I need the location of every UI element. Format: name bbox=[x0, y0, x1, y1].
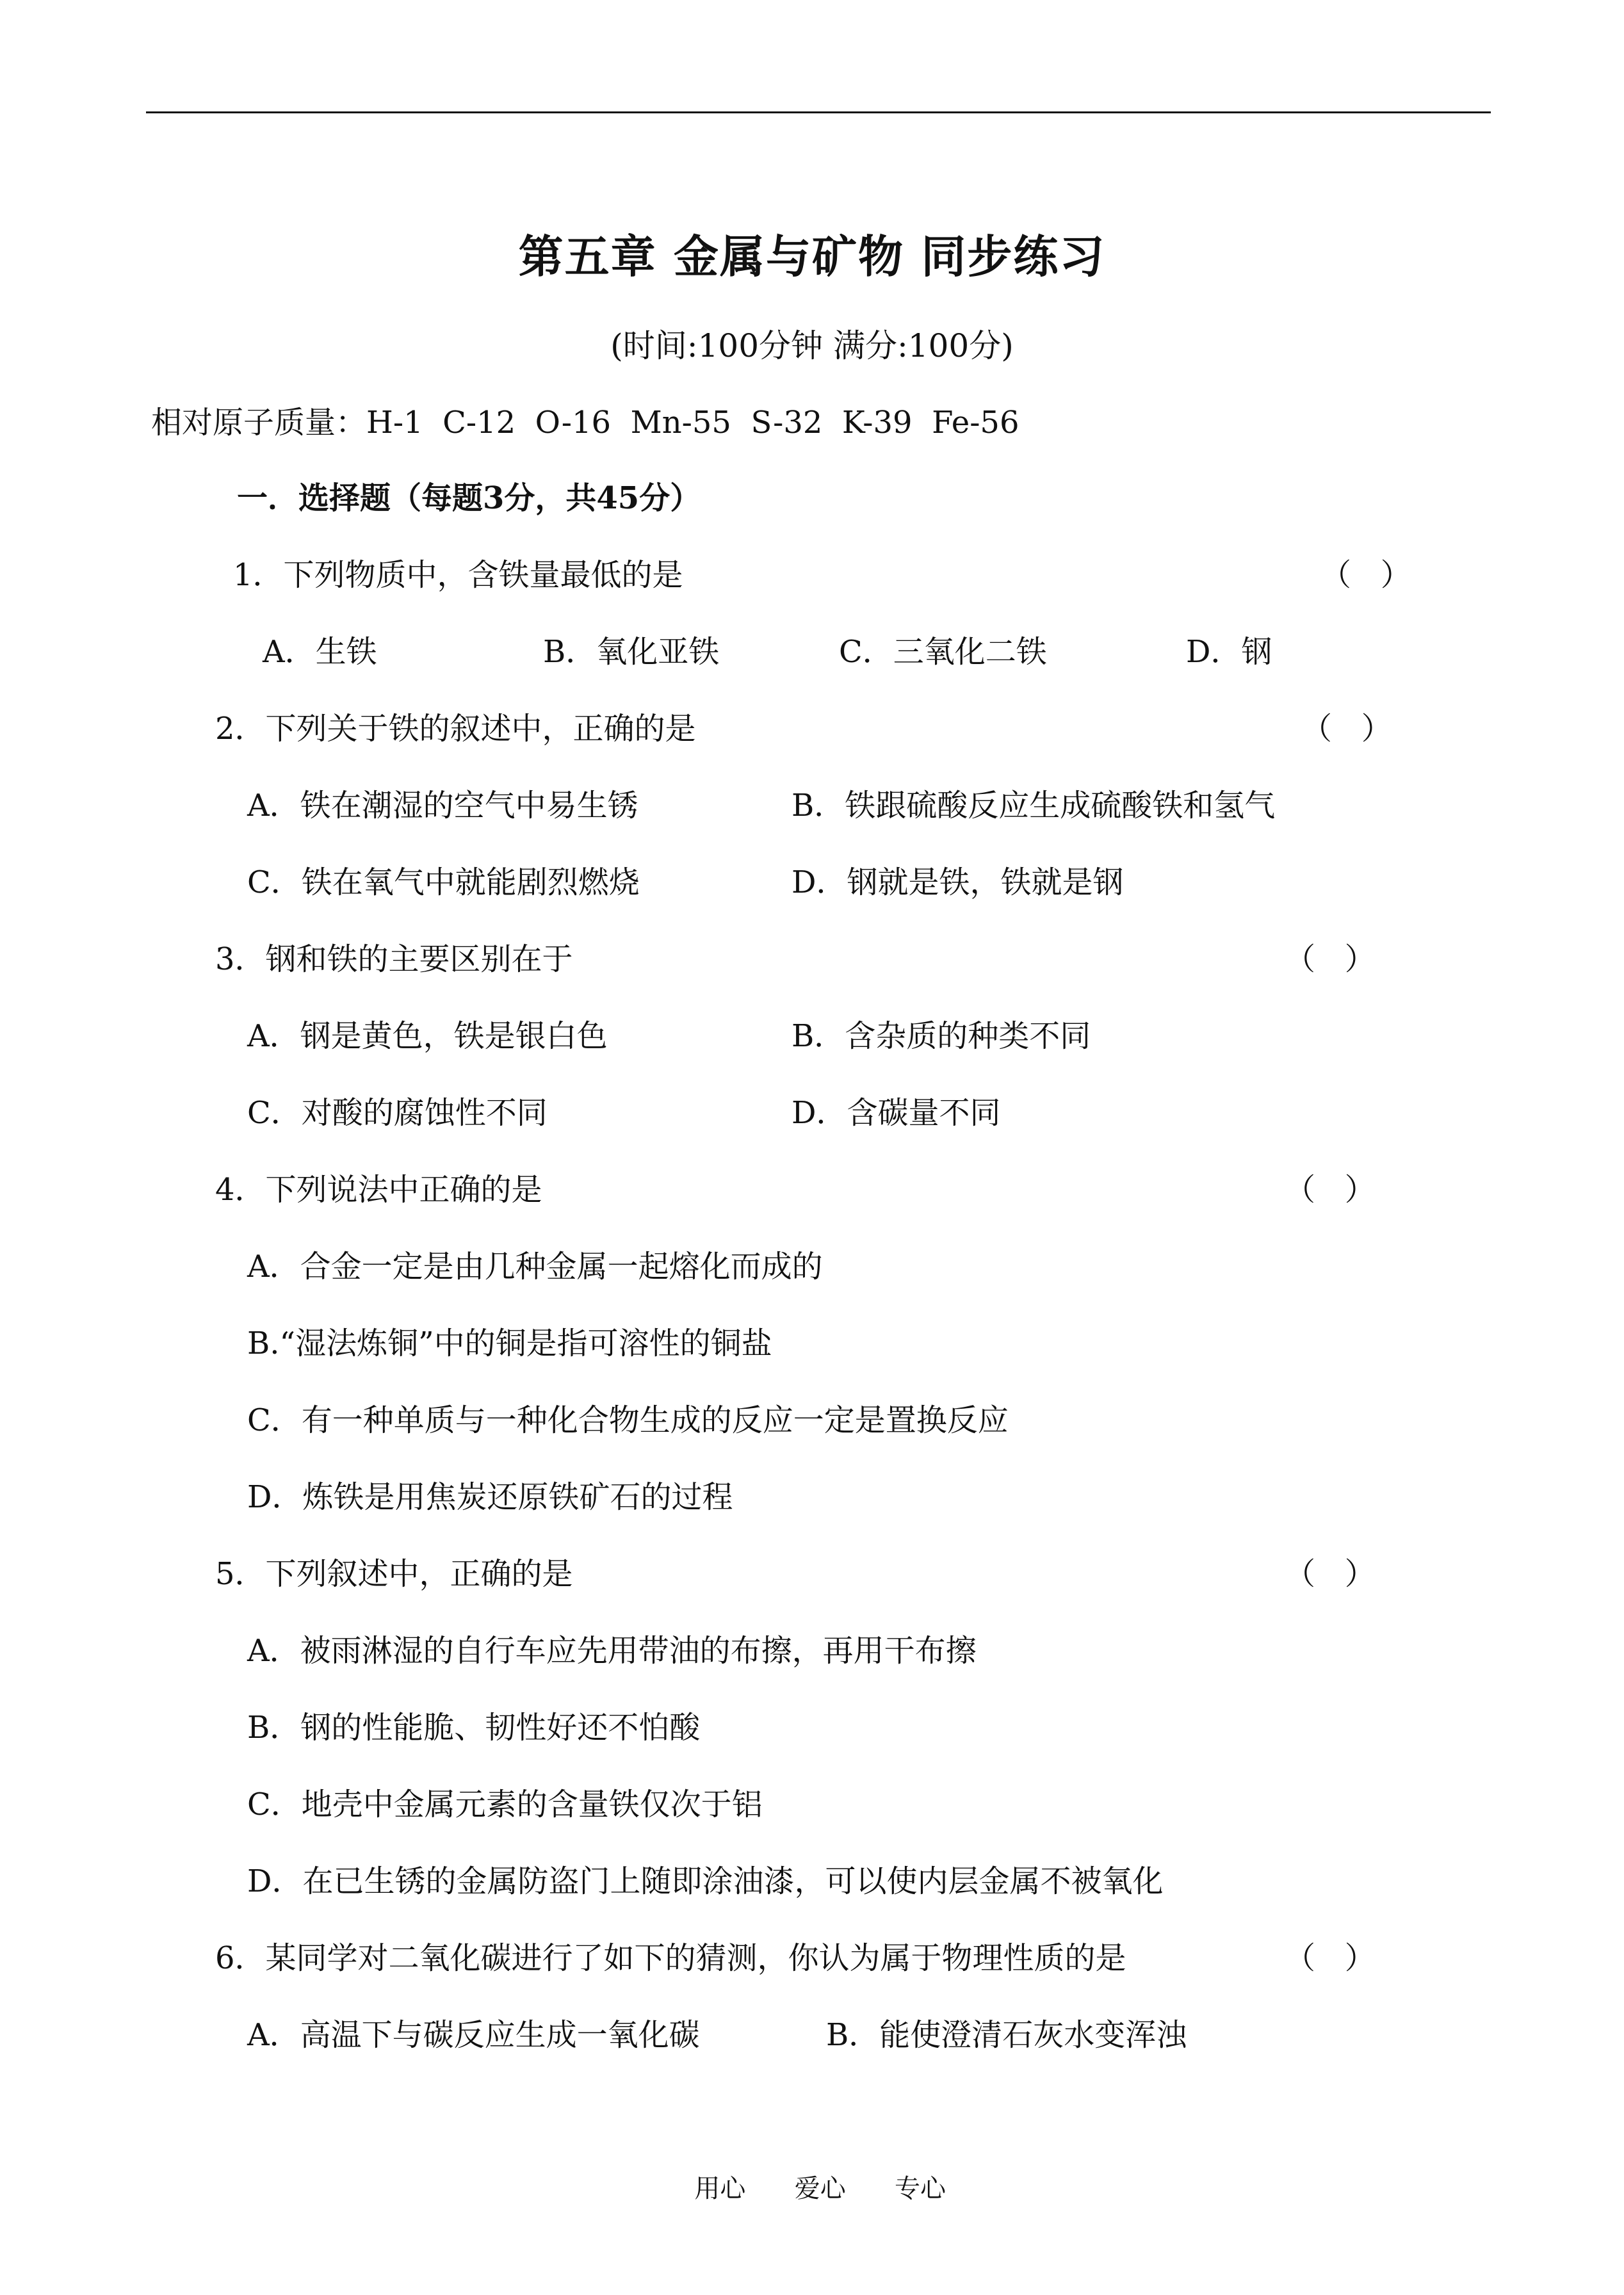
question-5-stem: 5．下列叙述中，正确的是 bbox=[215, 1556, 573, 1592]
footer-text-middle: 爱心 bbox=[794, 2174, 846, 2203]
question-4-option-c: C．有一种单质与一种化合物生成的反应一定是置换反应 bbox=[247, 1402, 1009, 1438]
question-2-stem: 2．下列关于铁的叙述中，正确的是 bbox=[215, 711, 696, 747]
question-3-option-d: D．含碳量不同 bbox=[792, 1095, 1001, 1131]
exam-time-and-score: (时间:100分钟 满分:100分) bbox=[610, 327, 1014, 364]
question-6-stem: 6．某同学对二氧化碳进行了如下的猜测，你认为属于物理性质的是 bbox=[215, 1940, 1126, 1976]
question-4-option-a: A．合金一定是由几种金属一起熔化而成的 bbox=[247, 1249, 823, 1285]
question-3-option-c: C．对酸的腐蚀性不同 bbox=[247, 1095, 548, 1131]
question-5-option-d: D．在已生锈的金属防盗门上随即涂油漆，可以使内层金属不被氧化 bbox=[247, 1863, 1164, 1899]
question-5-option-a: A．被雨淋湿的自行车应先用带油的布擦，再用干布擦 bbox=[247, 1633, 977, 1669]
question-2-option-d: D．钢就是铁，铁就是钢 bbox=[792, 864, 1124, 900]
question-5-option-b: B．钢的性能脆、韧性好还不怕酸 bbox=[247, 1710, 701, 1746]
question-5-option-c: C．地壳中金属元素的含量铁仅次于铝 bbox=[247, 1787, 763, 1822]
question-4-option-b: B.“湿法炼铜”中的铜是指可溶性的铜盐 bbox=[247, 1326, 772, 1361]
question-1-option-a: A．生铁 bbox=[263, 634, 377, 670]
page-footer bbox=[0, 2139, 1624, 2205]
question-1-answer-blank: （ ） bbox=[1320, 557, 1411, 593]
question-1-stem: 1．下列物质中，含铁量最低的是 bbox=[233, 557, 683, 593]
question-2-option-a: A．铁在潮湿的空气中易生锈 bbox=[247, 788, 638, 823]
question-2-answer-blank: （ ） bbox=[1301, 711, 1392, 747]
question-4-answer-blank: （ ） bbox=[1285, 1172, 1376, 1208]
footer-text-left: 用心 bbox=[694, 2174, 746, 2203]
question-6-option-a: A．高温下与碳反应生成一氧化碳 bbox=[247, 2017, 700, 2053]
question-2-option-c: C．铁在氧气中就能剧烈燃烧 bbox=[247, 864, 640, 900]
footer-text-right: 专心 bbox=[895, 2174, 946, 2203]
question-1-option-b: B．氧化亚铁 bbox=[543, 634, 720, 670]
question-4-stem: 4．下列说法中正确的是 bbox=[215, 1172, 542, 1208]
question-3-option-a: A．钢是黄色，铁是银白色 bbox=[247, 1018, 608, 1054]
question-1-option-c: C．三氧化二铁 bbox=[839, 634, 1047, 670]
question-3-answer-blank: （ ） bbox=[1285, 941, 1376, 977]
question-4-option-d: D．炼铁是用焦炭还原铁矿石的过程 bbox=[247, 1479, 733, 1515]
question-3-option-b: B．含杂质的种类不同 bbox=[792, 1018, 1091, 1054]
question-1-option-d: D．钢 bbox=[1186, 634, 1272, 670]
atomic-mass-line: 相对原子质量：H-1 C-12 O-16 Mn-55 S-32 K-39 Fe-56 bbox=[151, 405, 1019, 441]
question-6-answer-blank: （ ） bbox=[1285, 1940, 1376, 1976]
header-rule bbox=[146, 111, 1491, 113]
question-2-option-b: B．铁跟硫酸反应生成硫酸铁和氢气 bbox=[792, 788, 1276, 823]
question-6-option-b: B．能使澄清石灰水变浑浊 bbox=[826, 2017, 1187, 2053]
question-5-answer-blank: （ ） bbox=[1285, 1556, 1376, 1592]
question-3-stem: 3．钢和铁的主要区别在于 bbox=[215, 941, 573, 977]
page-title: 第五章 金属与矿物 同步练习 bbox=[518, 230, 1106, 283]
section-heading: 一．选择题（每题3分，共45分） bbox=[237, 480, 701, 516]
